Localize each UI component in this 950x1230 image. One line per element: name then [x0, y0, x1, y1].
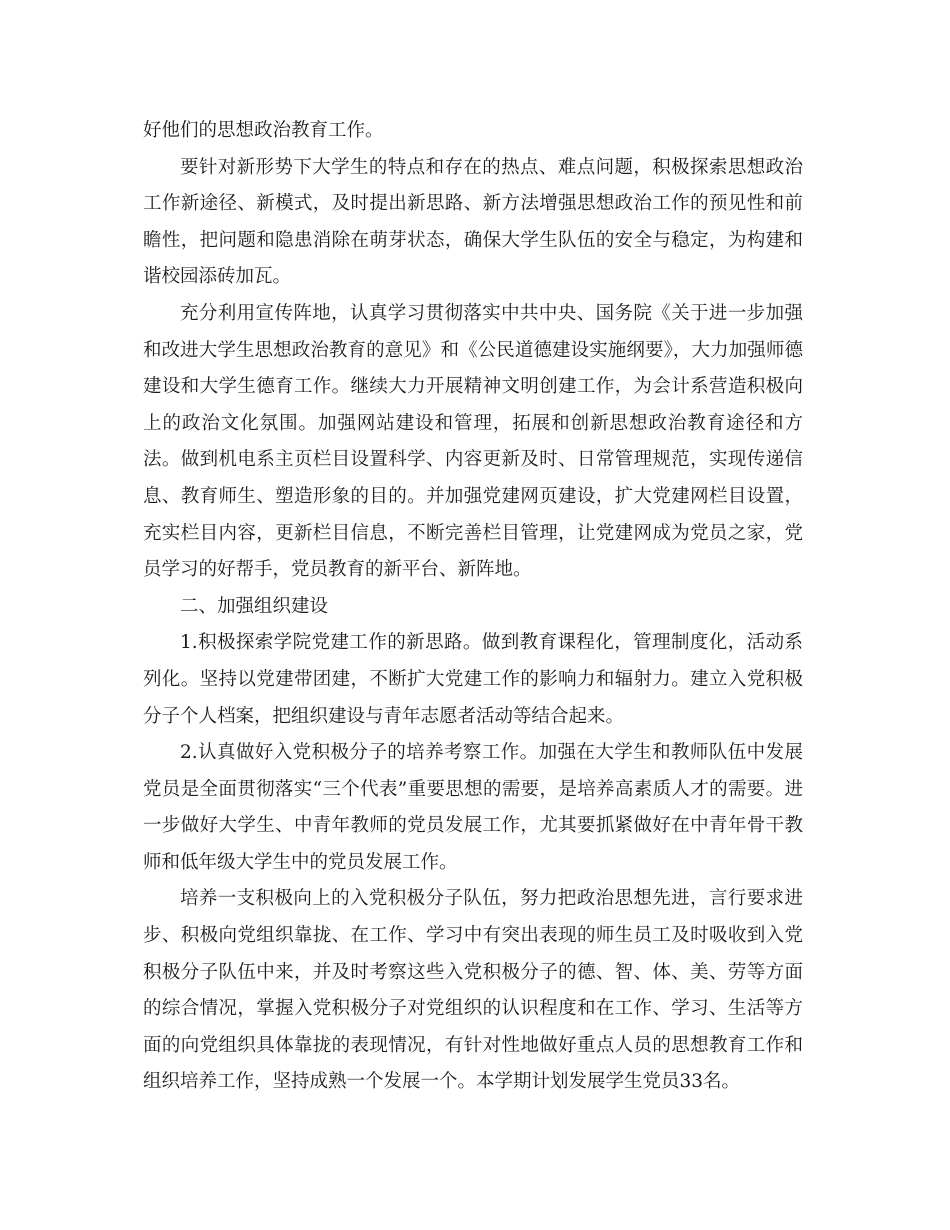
document-body: [143, 113, 803, 1101]
paragraph-continuation: 好他们的思想政治教育工作。: [143, 120, 384, 141]
section-heading-organization: 二、加强组织建设: [180, 595, 329, 617]
paragraph-new-approaches: 要针对新形势下大学生的特点和存在的热点、难点问题，积极探索思想政治工作新途径、新模式，及时提出新思路、新方法增强思想政治工作的预见性和前瞻性，把问题和隐患消除在萌芽状态，确保大学生队伍的安全与稳定，为构建和谐校园添砖加瓦。: [143, 156, 803, 288]
paragraph-item-2: 2.认真做好入党积极分子的培养考察工作。加强在大学生和教师队伍中发展党员是全面贯彻落实“三个代表”重要思想的需要，是培养高素质人才的需要。进一步做好大学生、中青年教师的党员发展工作，尤其要抓紧做好在中青年骨干教师和低年级大学生中的党员发展工作。: [143, 742, 803, 873]
paragraph-activists: 培养一支积极向上的入党积极分子队伍，努力把政治思想先进，言行要求进步、积极向党组织靠拢、在工作、学习中有突出表现的师生员工及时吸收到入党积极分子队伍中来，并及时考察这些入党积极分子的德、智、体、美、劳等方面的综合情况，掌握入党积极分子对党组织的认识程度和在工作、学习、生活等方面的向党组织具体靠拢的表现情况，有针对性地做好重点人员的思想教育工作和组织培养工作，坚持成熟一个发展一个。本学期计划发展学生党员33名。: [143, 888, 803, 1093]
paragraph-propaganda: 充分利用宣传阵地，认真学习贯彻落实中共中央、国务院《关于进一步加强和改进大学生思想政治教育的意见》和《公民道德建设实施纲要》，大力加强师德建设和大学生德育工作。继续大力开展精神文明创建工作，为会计系营造积极向上的政治文化氛围。加强网站建设和管理，拓展和创新思想政治教育途径和方法。做到机电系主页栏目设置科学、内容更新及时、日常管理规范，实现传递信息、教育师生、塑造形象的目的。并加强党建网页建设，扩大党建网栏目设置，充实栏目内容，更新栏目信息，不断完善栏目管理，让党建网成为党员之家，党员学习的好帮手，党员教育的新平台、新阵地。: [143, 302, 803, 581]
paragraph-item-1: 1.积极探索学院党建工作的新思路。做到教育课程化，管理制度化，活动系列化。坚持以党建带团建，不断扩大党建工作的影响力和辐射力。建立入党积极分子个人档案，把组织建设与青年志愿者活动等结合起来。: [143, 632, 803, 727]
